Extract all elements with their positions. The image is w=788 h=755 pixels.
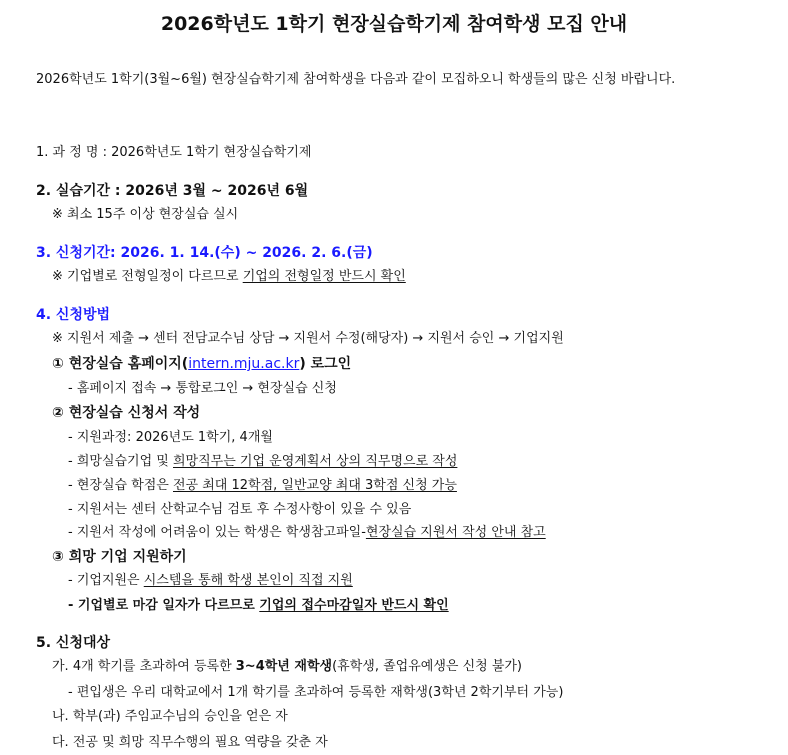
step2-title: ② 현장실습 신청서 작성 [52,405,201,421]
step2-item-5 [68,524,546,542]
step2-item-2-emphasis: 희망직무는 기업 운영계획서 상의 직무명으로 작성 [173,454,458,469]
step2-item-2 [68,453,457,471]
step2-item-3 [68,477,457,495]
step3-item-1-text: - 기업지원은 [68,573,144,588]
step3-item-1 [68,572,353,590]
step2-item-3-text: - 현장실습 학점은 [68,478,173,493]
step2-item-1: - 지원과정: 2026년도 1학기, 4개월 [68,430,273,445]
step2-item-5-text: - 지원서 작성에 어려움이 있는 학생은 학생참고파일- [68,525,366,540]
step3-item-2-text: - 기업별로 마감 일자가 다르므로 [68,598,260,613]
step2-item-4: - 지원서는 센터 산학교수님 검토 후 수정사항이 있을 수 있음 [68,502,412,517]
step3-item-1-emphasis: 시스템을 통해 학생 본인이 직접 지원 [143,573,353,588]
step1-title-prefix: ① 현장실습 홈페이지( [52,356,189,372]
step1-title [52,355,351,373]
method-heading: 4. 신청방법 [36,307,111,323]
step3-item-2 [68,597,449,615]
eligibility-b: 나. 학부(과) 주임교수님의 승인을 얻은 자 [52,709,288,724]
page-title: 2026학년도 1학기 현장실습학기제 참여학생 모집 안내 [160,13,628,35]
eligibility-a-sub: - 편입생은 우리 대학교에서 1개 학기를 초과하여 등록한 재학생(3학년 2학기부터 가능) [68,685,564,700]
intro-paragraph: 2026학년도 1학기(3월~6월) 현장실습학기제 참여학생을 다음과 같이 모집하오니 학생들의 많은 신청 바랍니다. [36,72,676,87]
step3-title: ③ 희망 기업 지원하기 [52,549,187,565]
step1-title-suffix: ) 로그인 [299,356,352,372]
method-flow: ※ 지원서 제출 → 센터 전담교수님 상담 → 지원서 수정(해당자) → 지원서 승인 → 기업지원 [52,331,564,346]
eligibility-a [52,658,522,676]
eligibility-a-text: 가. 4개 학기를 초과하여 등록한 [52,659,236,674]
apply-period-heading: 3. 신청기간: 2026. 1. 14.(수) ~ 2026. 2. 6.(금) [36,245,373,261]
eligibility-a-suffix: (휴학생, 졸업유예생은 신청 불가) [332,659,523,674]
period-note: ※ 최소 15주 이상 현장실습 실시 [52,207,239,222]
step2-item-2-text: - 희망실습기업 및 [68,454,173,469]
period-heading: 2. 실습기간 : 2026년 3월 ~ 2026년 6월 [36,183,309,199]
step3-item-2-emphasis: 기업의 접수마감일자 반드시 확인 [259,598,449,613]
step2-item-5-emphasis: 현장실습 지원서 작성 안내 참고 [365,525,546,540]
step1-item: - 홈페이지 접속 → 통합로그인 → 현장실습 신청 [68,381,337,396]
step2-item-3-emphasis: 전공 최대 12학점, 일반교양 최대 3학점 신청 가능 [173,478,457,493]
eligibility-heading: 5. 신청대상 [36,635,111,651]
apply-period-note [52,268,406,286]
apply-period-note-emphasis: 기업의 전형일정 반드시 확인 [242,269,406,284]
apply-period-note-text: ※ 기업별로 전형일정이 다르므로 [52,269,243,284]
eligibility-a-emphasis: 3~4학년 재학생 [235,659,333,674]
homepage-link[interactable]: intern.mju.ac.kr [188,356,300,372]
course-name: 1. 과 정 명 : 2026학년도 1학기 현장실습학기제 [36,145,312,160]
eligibility-c: 다. 전공 및 희망 직무수행의 필요 역량을 갖춘 자 [52,735,328,750]
